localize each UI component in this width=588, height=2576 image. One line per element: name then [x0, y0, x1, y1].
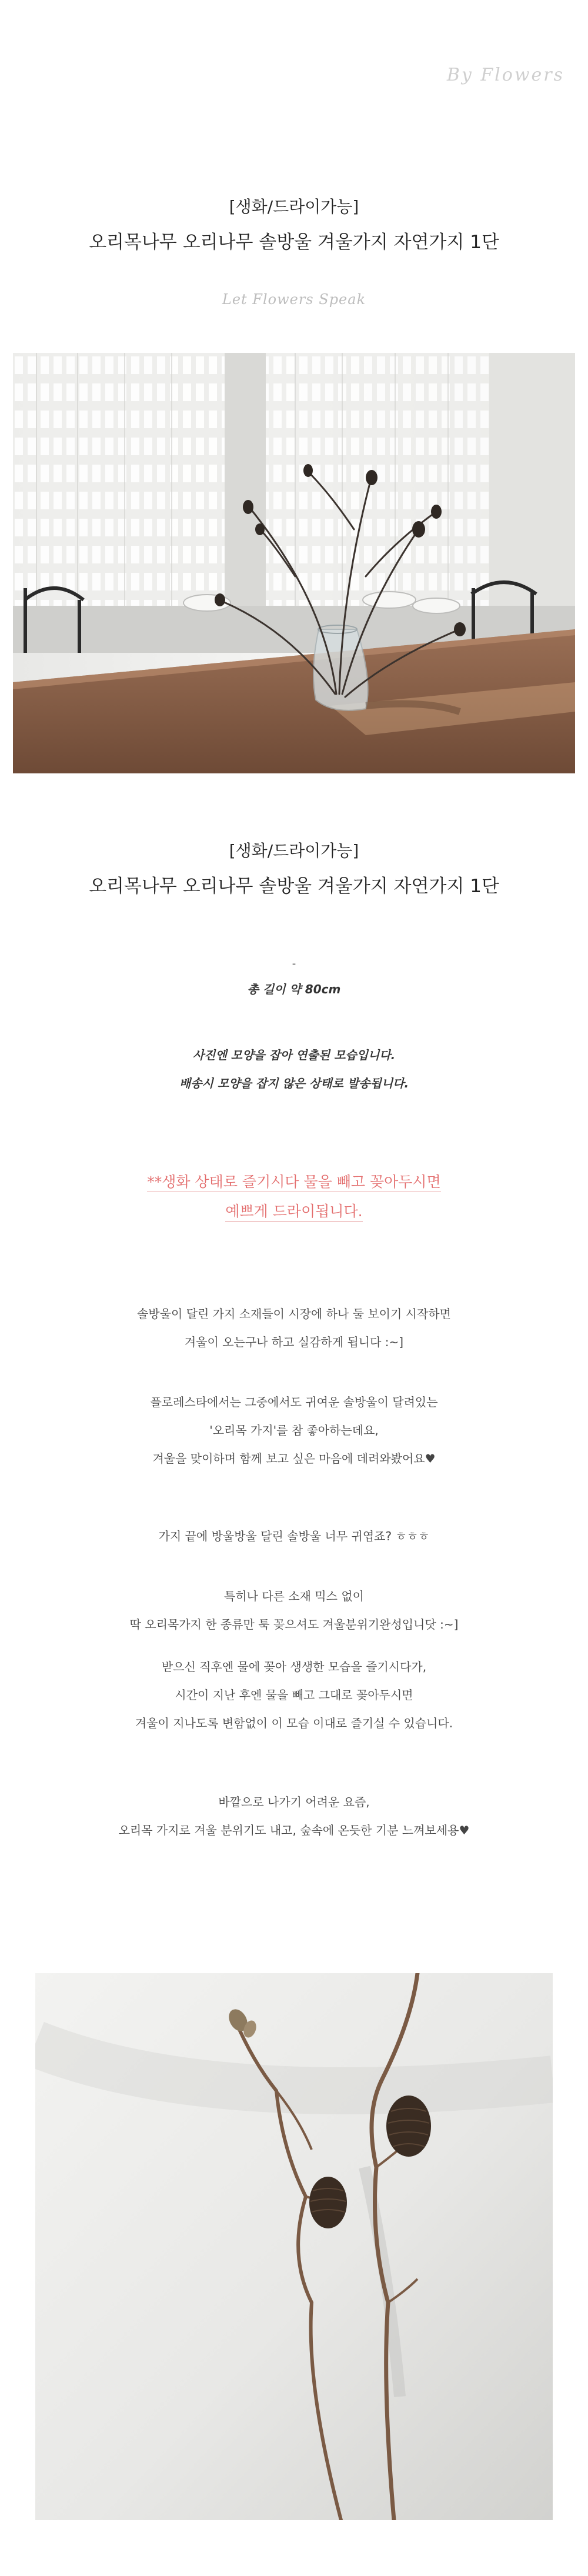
product-name: 오리목나무 오리나무 솔방울 겨울가지 자연가지 1단 — [89, 232, 499, 253]
description-paragraph-4: 특히나 다른 소재 믹스 없이 딱 오리목가지 한 종류만 툭 꽂으셔도 겨울분위기완성입니닷 :~] — [129, 1589, 459, 1631]
tagline: Let Flowers Speak — [222, 291, 366, 308]
description-paragraph-3: 가지 끝에 방울방울 달린 솔방울 너무 귀엽죠? ㅎㅎㅎ — [158, 1529, 430, 1543]
second-title-block — [0, 838, 588, 897]
product-category-2: [생화/드라이가능] — [229, 841, 359, 860]
product-photo-interior — [13, 353, 575, 773]
brand-signature: By Flowers — [446, 65, 564, 85]
description-paragraph-6: 바깥으로 나가기 어려운 요즘, 오리목 가지로 겨울 분위기도 내고, 숲속에 온듯한 기분 느껴보세용♥ — [118, 1795, 470, 1837]
description-paragraph-5: 받으신 직후엔 물에 꽂아 생생한 모습을 즐기시다가, 시간이 지난 후엔 물을 빼고 그대로 꽂아두시면 겨울이 지나도록 변함없이 이 모습 이대로 즐기실 수 있습니다. — [135, 1660, 453, 1730]
tip-line-1: **생화 상태로 즐기시다 물을 빼고 꽂아두시면 — [0, 1170, 588, 1192]
description-paragraph-2: 플로레스타에서는 그중에서도 귀여운 솔방울이 달려있는 '오리목 가지'를 참 좋아하는데요, 겨울을 맞이하며 함께 보고 싶은 마음에 데려와봤어요♥ — [150, 1395, 438, 1466]
tip-line-2: 예쁘게 드라이됩니다. — [0, 1200, 588, 1221]
product-name-2: 오리목나무 오리나무 솔방울 겨울가지 자연가지 1단 — [89, 876, 499, 897]
description-paragraph-1: 솔방울이 달린 가지 소재들이 시장에 하나 둘 보이기 시작하면 겨울이 오는구나 하고 실감하게 됩니다 :~] — [137, 1307, 451, 1349]
notice-line-1: 사진엔 모양을 잡아 연출된 모습입니다. — [192, 1048, 396, 1062]
dash: - — [292, 957, 296, 970]
length-spec: 총 길이 약 80cm — [247, 982, 341, 996]
product-photo-branches — [35, 1973, 553, 2520]
header-title-block — [0, 194, 588, 253]
notice-line-2: 배송시 모양을 잡지 않은 상태로 발송됩니다. — [179, 1076, 409, 1090]
product-category: [생화/드라이가능] — [229, 197, 359, 216]
